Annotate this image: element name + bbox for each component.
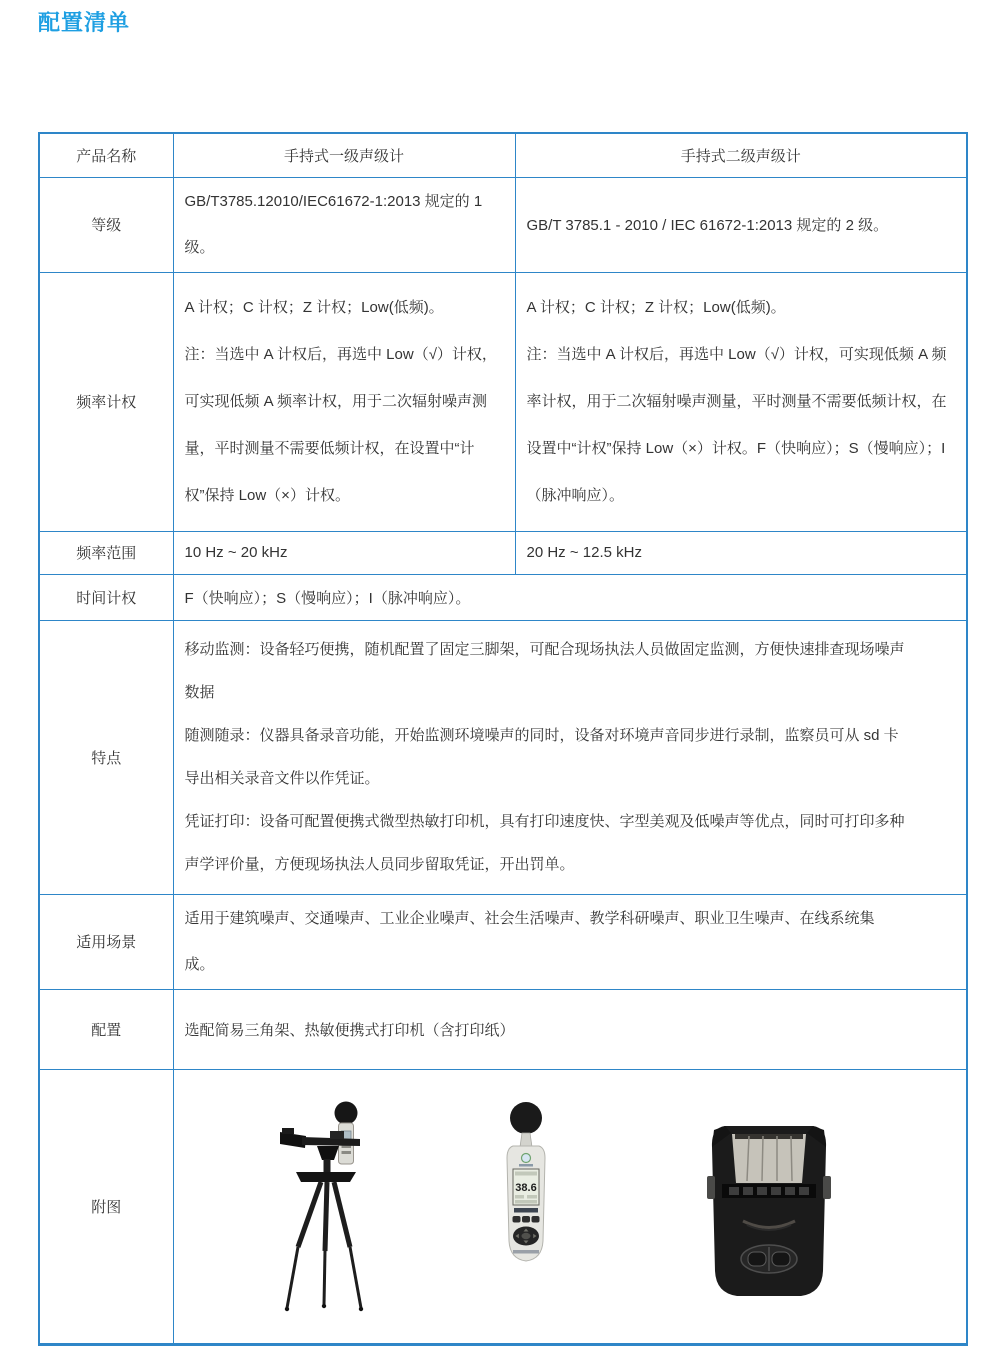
scenarios-value: 适用于建筑噪声、交通噪声、工业企业噪声、社会生活噪声、教学科研噪声、职业卫生噪声、在线系统集成。 [184, 909, 875, 973]
header-class2-meter: 手持式二级声级计 [515, 133, 967, 177]
freq-weighting-class2-note: 注：当选中 A 计权后，再选中 Low（√）计权，可实现低频 A 频率计权，用于二次辐射噪声测量，平时测量不需要低频计权，在设置中“计权”保持 Low（×）计权。F（快响应）；S（慢响应）；I（脉冲响应）。 [526, 346, 947, 504]
table-row-grade [39, 177, 967, 272]
handheld-sound-meter-image [499, 1101, 551, 1267]
figures-label: 附图 [39, 1069, 173, 1344]
table-row-scenarios [39, 894, 967, 989]
table-row-features [39, 620, 967, 894]
scenarios-label: 适用场景 [39, 894, 173, 989]
thermal-printer-image [705, 1121, 833, 1301]
configuration-value: 选配简易三角架、热敏便携式打印机（含打印纸） [184, 1021, 515, 1039]
features-paragraph-recording: 随测随录：仪器具备录音功能，开始监测环境噪声的同时，设备对环境声音同步进行录制，监察员可从 sd 卡导出相关录音文件以作凭证。 [184, 727, 899, 787]
grade-label: 等级 [39, 177, 173, 272]
header-class1-meter: 手持式一级声级计 [173, 133, 515, 177]
features-paragraph-mobile-monitoring: 移动监测：设备轻巧便携，随机配置了固定三脚架，可配合现场执法人员做固定监测，方便快速排查现场噪声数据 [184, 641, 905, 701]
freq-range-class2-value: 20 Hz ~ 12.5 kHz [526, 544, 642, 561]
windscreen-ball-icon [334, 1101, 357, 1124]
time-weighting-label: 时间计权 [39, 574, 173, 620]
header-product-name: 产品名称 [39, 133, 173, 177]
figures-cell [175, 1071, 966, 1342]
table-row-freq-weighting [39, 272, 967, 531]
freq-weighting-label: 频率计权 [39, 272, 173, 531]
features-paragraph-printing: 凭证打印：设备可配置便携式微型热敏打印机，具有打印速度快、字型美观及低噪声等优点，同时可打印多种声学评价量，方便现场执法人员同步留取凭证，开出罚单。 [184, 813, 905, 873]
table-row-figures [39, 1069, 967, 1344]
grade-class1-value: GB/T3785.12010/IEC61672-1:2013 规定的 1 级。 [184, 192, 483, 256]
tripod-sound-meter-image [280, 1101, 375, 1313]
table-row-time-weighting [39, 574, 967, 620]
freq-weighting-class2-line1: A 计权；C 计权；Z 计权；Low(低频)。 [526, 299, 786, 316]
meter-lcd-value: 38.6 [514, 1181, 537, 1194]
page-title: 配置清单 [38, 10, 131, 35]
features-label: 特点 [39, 620, 173, 894]
grade-class2-value: GB/T 3785.1 - 2010 / IEC 61672-1:2013 规定的 2 级。 [526, 217, 889, 234]
table-row-configuration [39, 989, 967, 1069]
windscreen-ball-icon [510, 1102, 542, 1134]
freq-weighting-class1-line1: A 计权；C 计权；Z 计权；Low(低频)。 [184, 299, 444, 316]
configuration-label: 配置 [39, 989, 173, 1069]
freq-weighting-class1-note: 注：当选中 A 计权后，再选中 Low（√）计权，可实现低频 A 频率计权，用于二次辐射噪声测量，平时测量不需要低频计权，在设置中“计权”保持 Low（×）计权。 [184, 346, 497, 504]
time-weighting-value: F（快响应）；S（慢响应）；I（脉冲响应）。 [184, 589, 471, 607]
freq-range-label: 频率范围 [39, 531, 173, 574]
table-row-product-name [39, 133, 967, 177]
freq-range-class1-value: 10 Hz ~ 20 kHz [184, 544, 288, 561]
table-row-freq-range [39, 531, 967, 574]
spec-table [38, 132, 968, 1346]
